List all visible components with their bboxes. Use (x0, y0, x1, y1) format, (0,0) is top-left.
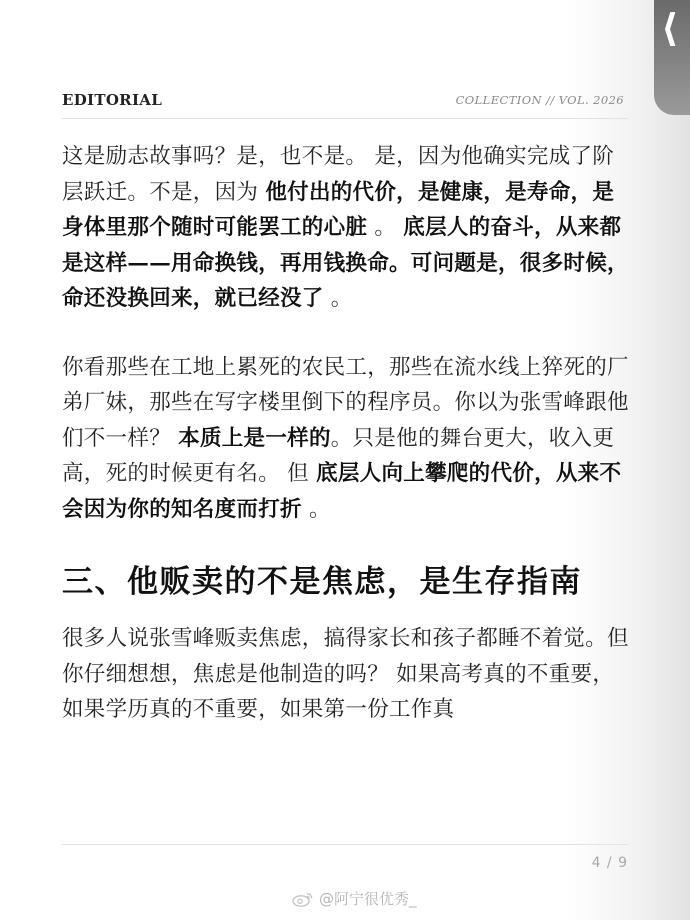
watermark (292, 888, 417, 909)
weibo-logo-icon (292, 891, 314, 907)
emphasis-text: 本质上是一样的 (178, 425, 331, 451)
paragraph-1 (62, 139, 634, 317)
emphasis-text: 底层人的奋斗，从来都是这样——用命换钱，再用钱换命。可问题是，很多时候，命还没换回来，就已经没了 (62, 215, 629, 311)
section-heading: 三、他贩卖的不是焦虑，是生存指南 (62, 564, 582, 600)
body-text: 。 (323, 286, 353, 311)
body-text: 。 (301, 496, 331, 522)
body-text: 这是励志故事吗？是，也不是。 是，因为他确实完成了阶层跃迁。不是，因为 (62, 144, 615, 205)
section-label: EDITORIAL (62, 91, 163, 109)
emphasis-text: 他付出的代价，是健康，是寿命，是身体里那个随时可能罢工的心脏 (62, 179, 615, 240)
emphasis-text: 底层人向上攀爬的代价，从来不会因为你的知名度而打折 (62, 461, 622, 522)
back-tab[interactable] (654, 0, 690, 115)
paragraph-3 (62, 621, 634, 728)
body-text: 你看那些在工地上累死的农民工，那些在流水线上猝死的厂弟厂妹，那些在写字楼里倒下的程序员。你以为张雪峰跟他们不一样？ (62, 354, 629, 451)
body-text: 。 (367, 215, 404, 240)
header-divider (62, 118, 628, 119)
collection-label: COLLECTION // VOL. 2026 (455, 93, 624, 107)
article-body (62, 139, 634, 728)
back-chevron-icon[interactable]: ⟨ (661, 6, 679, 50)
body-text: 很多人说张雪峰贩卖焦虑，搞得家长和孩子都睡不着觉。但你仔细想想，焦虑是他制造的吗？ 如果高考真的不重要，如果学历真的不重要，如果第一份工作真 (62, 626, 629, 722)
body-text: 。只是他的舞台更大，收入更高，死的时候更有名。 但 (62, 425, 615, 486)
page-indicator: 4 / 9 (591, 855, 628, 871)
watermark-text: @阿宁很优秀_ (319, 890, 417, 908)
footer-divider (62, 844, 628, 845)
paragraph-2 (62, 350, 634, 528)
